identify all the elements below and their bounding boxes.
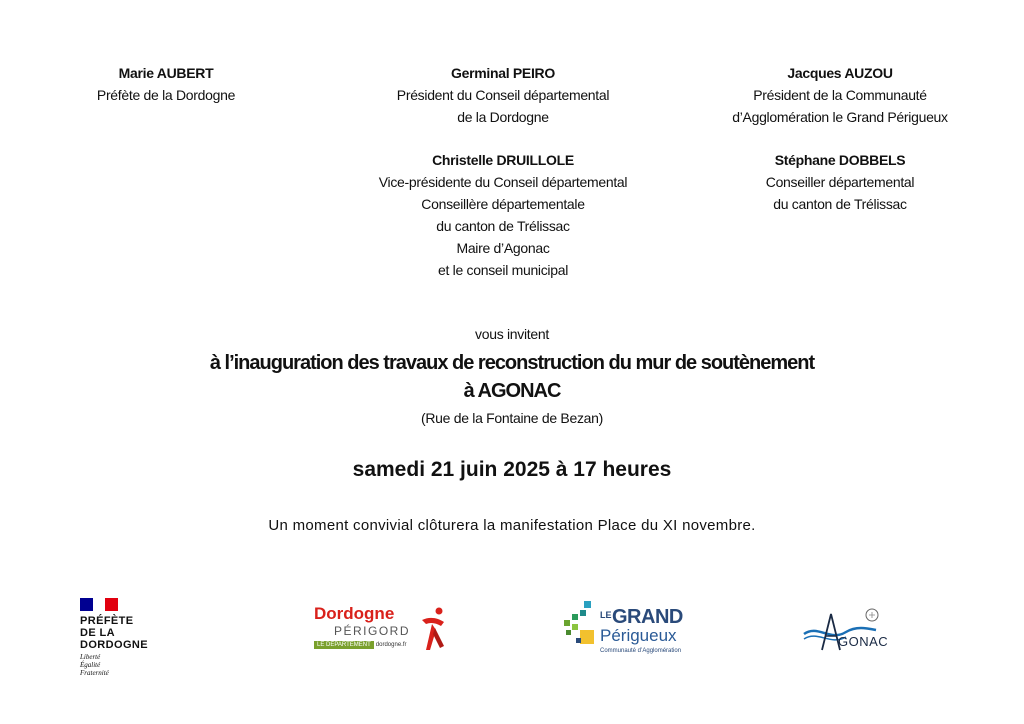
grand-perigueux-name: Périgueux (600, 626, 677, 645)
signatory-title: du canton de Trélissac (773, 196, 907, 212)
dordogne-logo-name: Dordogne (314, 604, 395, 623)
grand-perigueux-mark-icon (562, 598, 600, 648)
prefecture-logo (80, 598, 180, 690)
grand-perigueux-logo (562, 598, 692, 662)
dordogne-figure-icon (420, 606, 446, 654)
dordogne-logo-band: LE DÉPARTEMENT (314, 641, 374, 649)
signatory-title: Président de la Communauté (753, 87, 927, 103)
signatory-president-conseil (368, 62, 638, 128)
signatory-title: Président du Conseil départemental (396, 87, 610, 103)
prefecture-motto: Liberté (80, 653, 101, 661)
signatory-title: du canton de Trélissac (436, 218, 570, 234)
signatory-title: d’Agglomération le Grand Périgueux (732, 109, 948, 125)
signatory-president-agglo (700, 62, 980, 128)
dordogne-logo (314, 604, 444, 660)
signatory-title: Conseillère départementale (421, 196, 585, 212)
dordogne-logo-url: dordogne.fr (375, 642, 407, 648)
invitation-title: à l’inauguration des travaux de reconstruction du mur de soutènement (209, 352, 815, 374)
signatory-title: Maire d’Agonac (456, 240, 550, 256)
signatory-name: Marie AUBERT (118, 65, 214, 81)
grand-perigueux-caption: Communauté d’Agglomération (600, 648, 682, 654)
signatory-title: Vice-présidente du Conseil départemental (378, 174, 628, 190)
prefecture-logo-line: DORDOGNE (80, 639, 148, 651)
agonac-logo (800, 606, 918, 656)
grand-perigueux-le: LE (600, 610, 612, 620)
signatory-title: et le conseil municipal (437, 262, 569, 278)
dordogne-logo-subtitle: PÉRIGORD (334, 624, 411, 638)
signatory-name: Christelle DRUILLOLE (432, 152, 574, 168)
signatory-title: Préfète de la Dordogne (96, 87, 236, 103)
signatory-prefete (66, 62, 266, 106)
invitation-date: samedi 21 juin 2025 à 17 heures (352, 458, 672, 481)
signatory-conseiller (720, 149, 960, 215)
signatory-title: de la Dordogne (457, 109, 549, 125)
signatory-name: Germinal PEIRO (451, 65, 555, 81)
prefecture-logo-line: PRÉFÈTE (80, 615, 134, 627)
signatory-maire (348, 149, 658, 281)
marianne-flag-icon (80, 598, 118, 611)
signatory-title: Conseiller départemental (765, 174, 915, 190)
invitation-intro: vous invitent (475, 326, 549, 342)
agonac-logo-text: GONAC (838, 634, 889, 649)
invitation-address: (Rue de la Fontaine de Bezan) (421, 410, 603, 426)
grand-perigueux-grand: GRAND (612, 606, 683, 628)
prefecture-motto: Fraternité (80, 669, 109, 677)
prefecture-motto: Égalité (80, 661, 101, 669)
prefecture-logo-line: DE LA (80, 627, 115, 639)
signatory-name: Stéphane DOBBELS (774, 152, 906, 168)
invitation-title-location: à AGONAC (463, 380, 561, 402)
signatory-name: Jacques AUZOU (787, 65, 893, 81)
invitation-closing-note: Un moment convivial clôturera la manifestation Place du XI novembre. (268, 517, 756, 534)
